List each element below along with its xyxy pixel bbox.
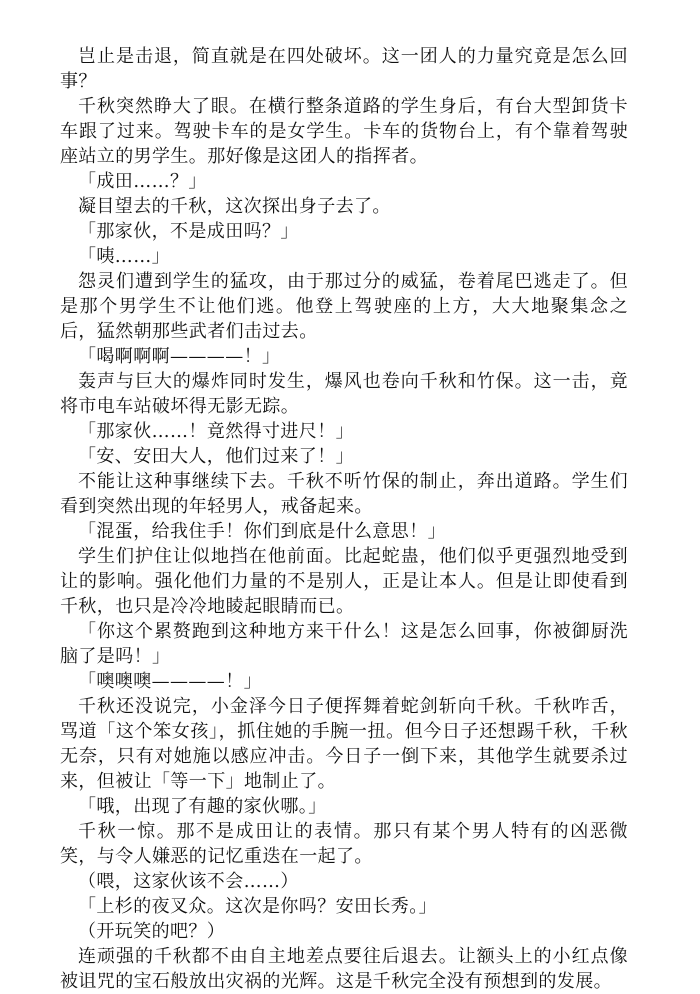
dialogue-line: 「成田……？」 (78, 171, 207, 192)
paragraph: 不能让这种事继续下去。千秋不听竹保的制止，奔出道路。学生们看到突然出现的年轻男人，戒备起来。 (60, 471, 628, 517)
inner-thought-line: （开玩笑的吧？） (78, 921, 226, 942)
paragraph: 凝目望去的千秋，这次探出身子去了。 (78, 196, 391, 217)
dialogue-line: 「喝啊啊啊————！」 (78, 346, 281, 367)
dialogue-line: 「那家伙……！竟然得寸进尺！」 (78, 421, 354, 442)
paragraph: 岂止是击退，简直就是在四处破坏。这一团人的力量究竟是怎么回事？ (60, 46, 628, 92)
dialogue-line: 「上杉的夜叉众。这次是你吗？安田长秀。」 (78, 896, 437, 917)
dialogue-line: 「混蛋，给我住手！你们到底是什么意思！」 (78, 521, 446, 542)
dialogue-line: 「哦，出现了有趣的家伙哪。」 (78, 796, 327, 817)
dialogue-line: 「咦……」 (78, 246, 170, 267)
dialogue-line: 「噢噢噢————！」 (78, 671, 262, 692)
paragraph: 怨灵们遭到学生的猛攻，由于那过分的威猛，卷着尾巴逃走了。但是那个男学生不让他们逃。他登上驾驶座的上方，大大地聚集念之后，猛然朝那些武者们击过去。 (60, 271, 628, 342)
paragraph: 轰声与巨大的爆炸同时发生，爆风也卷向千秋和竹保。这一击，竟将市电车站破坏得无影无踪。 (60, 371, 628, 417)
paragraph: 千秋突然睁大了眼。在横行整条道路的学生身后，有台大型卸货卡车跟了过来。驾驶卡车的是女学生。卡车的货物台上，有个靠着驾驶座站立的男学生。那好像是这团人的指挥者。 (60, 96, 628, 167)
dialogue-line: 「那家伙，不是成田吗？」 (78, 221, 299, 242)
dialogue-line: 「你这个累赘跑到这种地方来干什么！这是怎么回事，你被御厨洗脑了是吗！」 (60, 621, 628, 667)
paragraph: 连顽强的千秋都不由自主地差点要往后退去。让额头上的小红点像被诅咒的宝石般放出灾祸的光辉。这是千秋完全没有预想到的发展。 (60, 946, 628, 992)
paragraph: 千秋一惊。那不是成田让的表情。那只有某个男人特有的凶恶微笑，与令人嫌恶的记忆重迭在一起了。 (60, 821, 628, 867)
paragraph: 学生们护住让似地挡在他前面。比起蛇蛊，他们似乎更强烈地受到让的影响。强化他们力量的不是别人，正是让本人。但是让即使看到千秋，也只是冷冷地睖起眼睛而已。 (60, 546, 628, 617)
dialogue-line: 「安、安田大人，他们过来了！」 (78, 446, 354, 467)
inner-thought-line: （喂，这家伙该不会……） (78, 871, 299, 892)
paragraph: 千秋还没说完，小金泽今日子便挥舞着蛇剑斩向千秋。千秋咋舌，骂道「这个笨女孩」，抓住她的手腕一扭。但今日子还想踢千秋，千秋无奈，只有对她施以感应冲击。今日子一倒下来，其他学生就要杀过来，但被让「等一下」地制止了。 (60, 696, 628, 792)
